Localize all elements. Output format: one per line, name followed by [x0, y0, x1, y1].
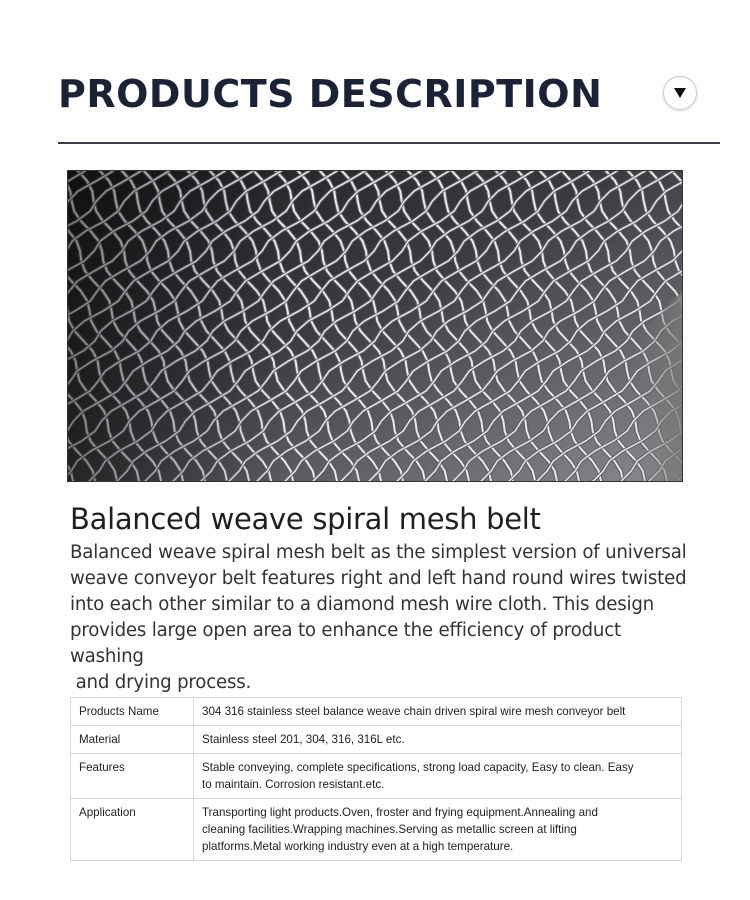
spec-value: Stable conveying, complete specifications, strong load capacity, Easy to clean. Easy to maintain. Corrosion resistant.etc. [194, 754, 682, 799]
collapse-toggle-button[interactable] [663, 76, 697, 110]
table-row [71, 799, 682, 861]
product-photo [67, 170, 683, 482]
table-row [71, 754, 682, 799]
spec-key: Products Name [71, 698, 194, 726]
spec-key: Features [71, 754, 194, 799]
spec-value: Stainless steel 201, 304, 316, 316L etc. [194, 726, 682, 754]
section-title: PRODUCTS DESCRIPTION [58, 72, 603, 116]
spec-key: Material [71, 726, 194, 754]
description-line: Balanced weave spiral mesh belt as the simplest version of universal [70, 542, 687, 563]
table-row [71, 726, 682, 754]
description-line: and drying process. [70, 672, 252, 693]
triangle-down-icon [673, 87, 687, 99]
product-title: Balanced weave spiral mesh belt [70, 502, 541, 536]
spec-value: Transporting light products.Oven, froster and frying equipment.Annealing and cleaning facilities.Wrapping machines.Serving as metallic screen at lifting platforms.Metal working industry even at a high temperature. [194, 799, 682, 861]
wire-mesh-photo [68, 171, 682, 481]
spec-key: Application [71, 799, 194, 861]
spec-value: 304 316 stainless steel balance weave chain driven spiral wire mesh conveyor belt [194, 698, 682, 726]
spec-table [70, 697, 682, 861]
product-description [70, 540, 690, 696]
table-row [71, 698, 682, 726]
description-line: provides large open area to enhance the efficiency of product washing [70, 620, 621, 667]
description-line: into each other similar to a diamond mesh wire cloth. This design [70, 594, 655, 615]
description-line: weave conveyor belt features right and left hand round wires twisted [70, 568, 687, 589]
section-header [58, 70, 720, 144]
header-divider [58, 142, 720, 144]
